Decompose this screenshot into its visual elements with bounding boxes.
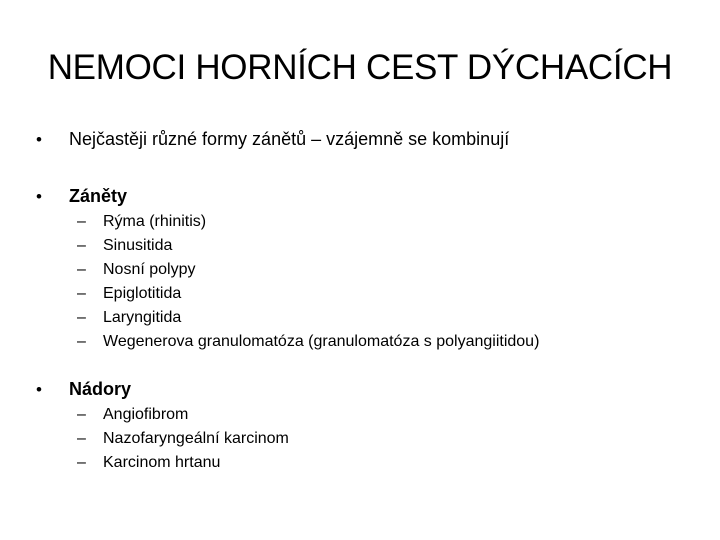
bullet-item-tumors (36, 376, 706, 403)
list-item (77, 403, 706, 427)
bullet-heading: Záněty (69, 186, 128, 206)
dash-icon: – (77, 430, 86, 447)
list-item (77, 451, 706, 475)
list-item-text: Karcinom hrtanu (103, 454, 221, 471)
dash-icon: – (77, 406, 86, 423)
list-item-text: Rýma (rhinitis) (103, 213, 207, 230)
bullet-point-icon: • (36, 130, 42, 149)
bullet-heading: Nádory (69, 379, 132, 399)
list-item-text: Wegenerova granulomatóza (granulomatóza s polyangiitidou) (103, 333, 540, 350)
list-item-text: Sinusitida (103, 237, 173, 254)
slide-title: NEMOCI HORNÍCH CEST DÝCHACÍCH (47, 48, 673, 87)
dash-icon: – (77, 213, 86, 230)
bullet-item-general (36, 126, 706, 153)
list-item-text: Epiglotitida (103, 285, 182, 302)
list-item-text: Laryngitida (103, 309, 182, 326)
dash-icon: – (77, 454, 86, 471)
list-item-text: Nosní polypy (103, 261, 196, 278)
bullet-text: Nejčastěji různé formy zánětů – vzájemně se kombinují (69, 129, 510, 149)
list-item (77, 258, 706, 282)
list-item (77, 306, 706, 330)
slide-content (36, 126, 706, 475)
bullet-point-icon: • (36, 187, 42, 206)
dash-icon: – (77, 333, 86, 350)
tumor-list (77, 403, 706, 475)
dash-icon: – (77, 285, 86, 302)
dash-icon: – (77, 309, 86, 326)
dash-icon: – (77, 237, 86, 254)
inflammation-list (77, 210, 706, 354)
list-item (77, 427, 706, 451)
bullet-item-inflammations (36, 183, 706, 210)
bullet-point-icon: • (36, 380, 42, 399)
list-item (77, 282, 706, 306)
list-item (77, 210, 706, 234)
list-item-text: Nazofaryngeální karcinom (103, 430, 289, 447)
list-item (77, 234, 706, 258)
list-item-text: Angiofibrom (103, 406, 189, 423)
list-item (77, 330, 706, 354)
dash-icon: – (77, 261, 86, 278)
